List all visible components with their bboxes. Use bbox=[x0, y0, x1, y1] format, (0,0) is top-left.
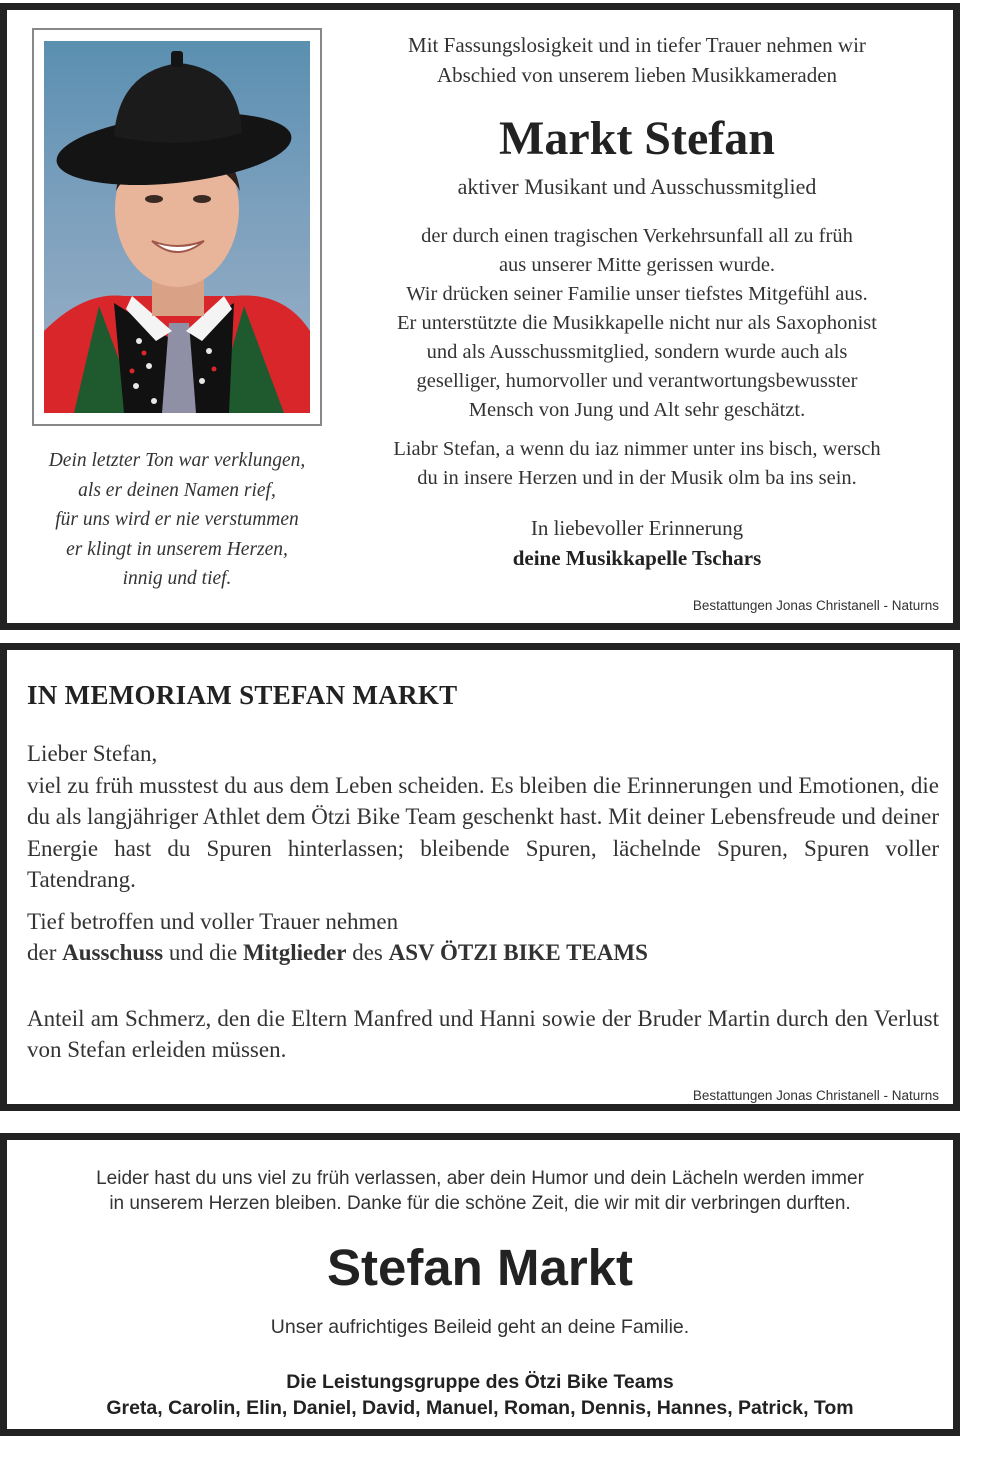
intro-line: Leider hast du uns viel zu früh verlassen, aber dein Humor und dein Lächeln werden immer bbox=[96, 1168, 864, 1189]
body-line: geselliger, humorvoller und verantwortungsbewusster bbox=[416, 370, 858, 392]
dialect-farewell bbox=[327, 435, 947, 493]
poem-line: für uns wird er nie verstummen bbox=[55, 509, 299, 530]
memoriam-text bbox=[27, 738, 939, 1066]
portrait-photo bbox=[44, 41, 310, 413]
intro-line: Mit Fassungslosigkeit und in tiefer Trauer nehmen wir bbox=[408, 33, 866, 57]
deceased-name: Stefan Markt bbox=[326, 1239, 634, 1296]
text-fragment: der bbox=[27, 940, 57, 965]
signature: deine Musikkapelle Tschars bbox=[512, 546, 762, 570]
team-name: ASV ÖTZI BIKE TEAMS bbox=[388, 940, 648, 965]
text-fragment: und die bbox=[168, 940, 238, 965]
memoriam-title: IN MEMORIAM STEFAN MARKT bbox=[27, 680, 458, 710]
intro-line: in unserem Herzen bleiben. Danke für die schöne Zeit, die wir mit dir verbringen durften. bbox=[109, 1193, 851, 1214]
body-line: Er unterstützte die Musikkapelle nicht nur als Saxophonist bbox=[397, 312, 877, 334]
group-name: Die Leistungsgruppe des Ötzi Bike Teams bbox=[286, 1371, 674, 1393]
portrait-illustration bbox=[44, 41, 310, 413]
condolence-text: Unser aufrichtiges Beileid geht an deine Familie. bbox=[270, 1316, 690, 1338]
obituary-body bbox=[327, 222, 947, 425]
group-signature bbox=[7, 1369, 953, 1421]
intro-text bbox=[327, 30, 947, 90]
mourners-paragraph bbox=[27, 906, 939, 969]
poem-line: innig und tief. bbox=[122, 568, 232, 589]
mourners-line: Tief betroffen und voller Trauer nehmen bbox=[27, 908, 399, 934]
memoriam-paragraph: viel zu früh musstest du aus dem Leben scheiden. Es bleiben die Erinnerungen und Emotionen, die du als langjähriger Athlet dem Ötzi Bike Team geschenkt hast. Mit deiner Lebensfreude und deiner Energie hast du Spuren hinterlassen; bleibende Spuren, lächelnde Spuren, Spuren voller Tatendrang. bbox=[27, 772, 939, 892]
funeral-home-credit: Bestattungen Jonas Christanell - Naturns bbox=[692, 1088, 939, 1103]
sympathy-paragraph: Anteil am Schmerz, den die Eltern Manfred und Hanni sowie der Bruder Martin durch den Verlust von Stefan erleiden müssen. bbox=[27, 1005, 939, 1062]
poem-line: er klingt in unserem Herzen, bbox=[66, 538, 288, 560]
body-line: und als Ausschussmitglied, sondern wurde auch als bbox=[426, 341, 848, 363]
text-fragment: des bbox=[352, 940, 383, 965]
body-line: Mensch von Jung und Alt sehr geschätzt. bbox=[468, 399, 806, 421]
intro-line: Abschied von unserem lieben Musikkameraden bbox=[436, 63, 838, 87]
committee-label: Ausschuss bbox=[62, 940, 164, 965]
funeral-home-credit: Bestattungen Jonas Christanell - Naturns bbox=[692, 598, 939, 613]
body-line: aus unserer Mitte gerissen wurde. bbox=[498, 254, 776, 276]
members-label: Mitglieder bbox=[242, 940, 347, 965]
intro-text bbox=[7, 1166, 953, 1216]
group-members: Greta, Carolin, Elin, Daniel, David, Manuel, Roman, Dennis, Hannes, Patrick, Tom bbox=[106, 1397, 854, 1419]
greeting: Lieber Stefan, bbox=[27, 741, 158, 766]
poem-line: Dein letzter Ton war verklungen, bbox=[48, 450, 306, 471]
poem-line: als er deinen Namen rief, bbox=[78, 479, 276, 501]
body-line: Wir drücken seiner Familie unser tiefstes Mitgefühl aus. bbox=[406, 283, 868, 305]
obituary-musikkapelle bbox=[0, 3, 960, 630]
dialect-line: Liabr Stefan, a wenn du iaz nimmer unter ins bisch, wersch bbox=[393, 438, 881, 460]
obituary-performance-group bbox=[0, 1133, 960, 1436]
memorial-poem bbox=[17, 446, 337, 594]
deceased-role: aktiver Musikant und Ausschussmitglied bbox=[457, 174, 817, 199]
portrait-frame bbox=[32, 28, 322, 426]
remembrance-text: In liebevoller Erinnerung bbox=[530, 516, 744, 540]
obituary-text bbox=[327, 30, 947, 573]
deceased-name: Markt Stefan bbox=[499, 112, 775, 165]
obituary-bike-team bbox=[0, 643, 960, 1111]
body-line: der durch einen tragischen Verkehrsunfall all zu früh bbox=[421, 225, 853, 247]
dialect-line: du in insere Herzen und in der Musik olm ba ins sein. bbox=[417, 467, 857, 489]
